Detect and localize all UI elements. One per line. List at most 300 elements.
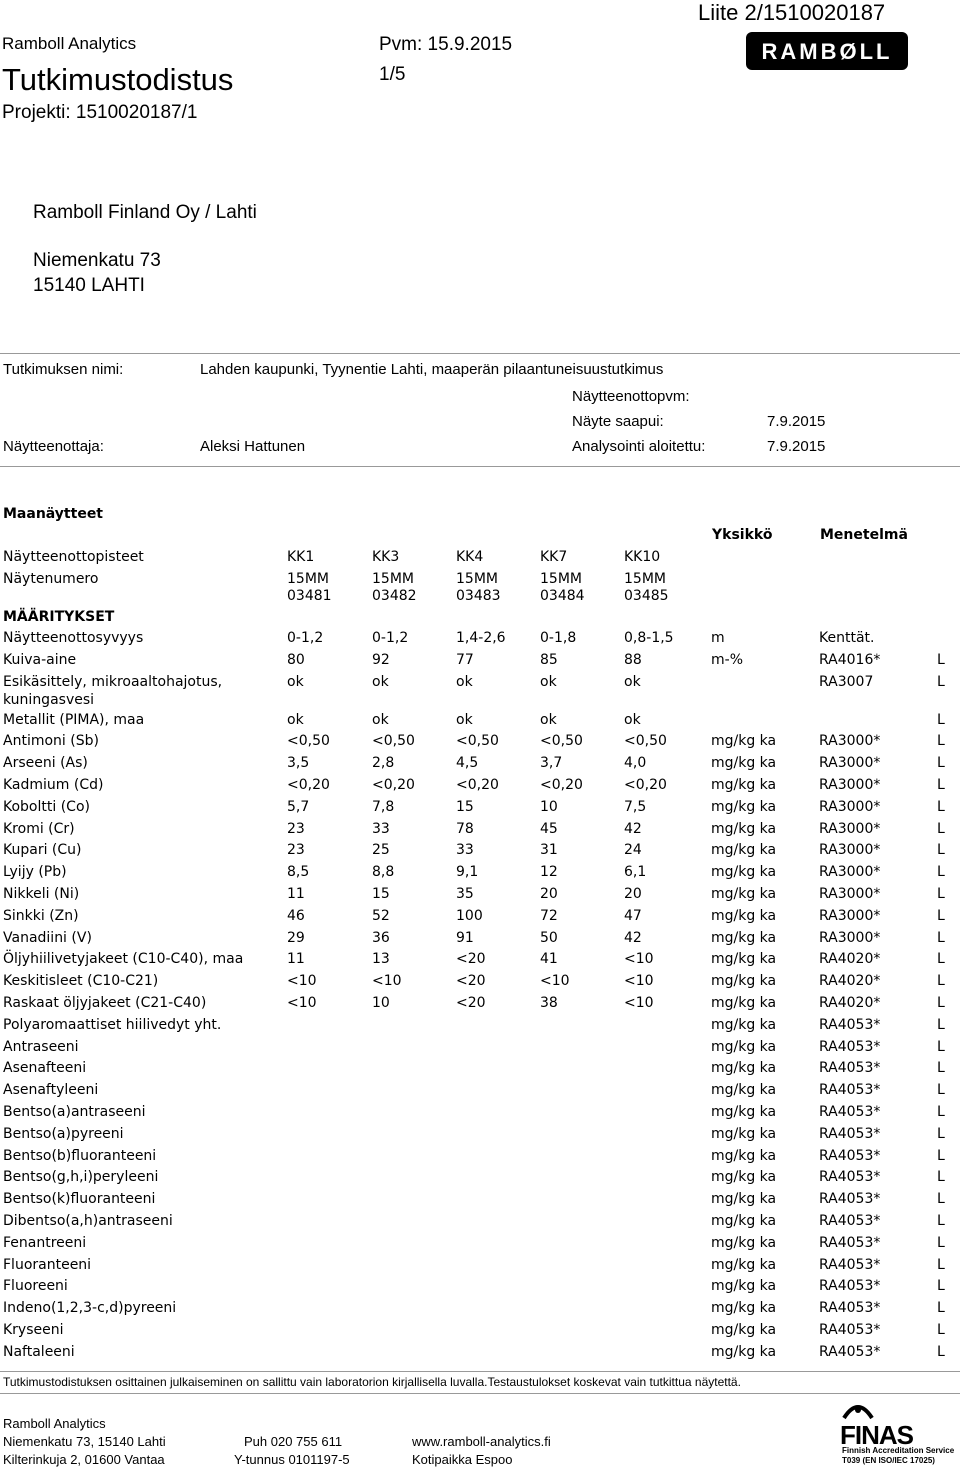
method-cell: RA4053* — [819, 1169, 881, 1186]
table-row — [0, 951, 960, 973]
cell-value: <10 — [624, 973, 654, 990]
divider — [0, 353, 960, 354]
table-row — [0, 995, 960, 1017]
unit-cell: mg/kg ka — [711, 973, 777, 990]
report-date: Pvm: 15.9.2015 — [379, 34, 513, 55]
cell-value: 33 — [372, 820, 390, 837]
accreditation-flag: L — [937, 798, 945, 815]
arrived-label: Näyte saapui: — [572, 413, 664, 430]
table-row — [0, 908, 960, 930]
row-label: Asenaftyleeni — [3, 1082, 99, 1099]
ramboll-logo-text: RAMBØLL — [761, 39, 893, 64]
point-4: KK7 — [540, 549, 568, 565]
cell-value: 100 — [456, 907, 483, 924]
method-cell: RA4053* — [819, 1256, 881, 1273]
unit-cell: mg/kg ka — [711, 777, 777, 793]
cell-value: 78 — [456, 820, 474, 837]
unit-header: Yksikkö — [712, 527, 773, 543]
cell-value: 1,4-2,6 — [456, 630, 506, 646]
method-cell: RA4053* — [819, 1147, 881, 1164]
accreditation-flag: L — [937, 820, 945, 837]
accreditation-flag: L — [937, 929, 945, 946]
cell-value: 52 — [372, 907, 390, 924]
method-cell: RA4053* — [819, 1125, 881, 1142]
cell-value: 2,8 — [372, 755, 395, 772]
cell-value: <0,20 — [287, 777, 330, 793]
cell-value: <0,50 — [540, 733, 583, 750]
accreditation-flag: L — [937, 777, 945, 793]
row-label: Bentso(a)pyreeni — [3, 1125, 124, 1142]
table-row — [0, 799, 960, 821]
cell-value: <0,50 — [456, 733, 499, 750]
cell-value: ok — [624, 711, 641, 728]
table-row — [0, 864, 960, 886]
accreditation-flag: L — [937, 1234, 945, 1251]
table-row — [0, 1300, 960, 1322]
method-cell: RA4053* — [819, 1278, 881, 1295]
accreditation-flag: L — [937, 1278, 945, 1295]
row-label: Koboltti (Co) — [3, 798, 90, 815]
sample-number-3: 15MM — [456, 571, 498, 587]
cell-value: 92 — [372, 651, 390, 668]
method-cell: RA4053* — [819, 1213, 881, 1229]
cell-value: 0-1,2 — [372, 630, 409, 646]
cell-value: 3,7 — [540, 755, 563, 772]
cell-value: 11 — [287, 951, 305, 968]
method-cell: RA4053* — [819, 1234, 881, 1251]
accreditation-flag: L — [937, 1169, 945, 1186]
table-row — [0, 1191, 960, 1213]
finas-logo — [840, 1400, 955, 1469]
point-5: KK10 — [624, 549, 661, 565]
accreditation-flag: L — [937, 711, 945, 728]
finas-subtitle: Finnish Accreditation Service — [842, 1446, 955, 1455]
method-cell: RA4053* — [819, 1191, 881, 1208]
recipient-street: Niemenkatu 73 — [33, 250, 161, 271]
method-cell: RA4020* — [819, 973, 881, 990]
cell-value: 72 — [540, 907, 558, 924]
method-cell: RA4053* — [819, 1082, 881, 1099]
accreditation-flag: L — [937, 651, 945, 668]
unit-cell: mg/kg ka — [711, 995, 777, 1011]
row-label: Nikkeli (Ni) — [3, 886, 80, 902]
sample-number-3-suffix: 03483 — [456, 588, 501, 604]
row-label: Bentso(k)fluoranteeni — [3, 1191, 156, 1208]
cell-value: 4,0 — [624, 755, 647, 772]
sample-number-2: 15MM — [372, 571, 414, 587]
cell-value: 6,1 — [624, 864, 647, 881]
footer-business-id: Y-tunnus 0101197-5 — [234, 1452, 350, 1467]
cell-value: 25 — [372, 842, 390, 859]
table-row — [0, 842, 960, 864]
accreditation-flag: L — [937, 755, 945, 772]
table-row — [0, 712, 960, 734]
number-label: Näytenumero — [3, 571, 99, 587]
accreditation-flag: L — [937, 1256, 945, 1273]
row-label: Dibentso(a,h)antraseeni — [3, 1213, 173, 1229]
method-cell: RA4053* — [819, 1343, 881, 1360]
unit-cell: mg/kg ka — [711, 1038, 777, 1055]
row-label: Polyaromaattiset hiilivedyt yht. — [3, 1016, 222, 1033]
cell-value: 15 — [456, 798, 474, 815]
unit-cell: mg/kg ka — [711, 798, 777, 815]
cell-value: 3,5 — [287, 755, 310, 772]
accreditation-flag: L — [937, 1082, 945, 1099]
cell-value: 20 — [540, 886, 558, 902]
method-cell: RA3000* — [819, 733, 881, 750]
cell-value: 47 — [624, 907, 642, 924]
method-cell: RA3000* — [819, 864, 881, 881]
finas-name: FINAS — [840, 1420, 913, 1450]
cell-value: ok — [456, 673, 473, 690]
cell-value: 91 — [456, 929, 474, 946]
cell-value: <0,20 — [540, 777, 583, 793]
row-label-continued: kuningasvesi — [3, 691, 95, 708]
unit-cell: mg/kg ka — [711, 1322, 777, 1338]
accreditation-flag: L — [937, 842, 945, 859]
table-row — [0, 1082, 960, 1104]
method-cell: RA4053* — [819, 1016, 881, 1033]
cell-value: 50 — [540, 929, 558, 946]
table-row — [0, 1126, 960, 1148]
cell-value: <0,50 — [372, 733, 415, 750]
row-label: Öljyhiilivetyjakeet (C10-C40), maa — [3, 951, 244, 968]
cell-value: ok — [540, 673, 557, 690]
accreditation-flag: L — [937, 673, 945, 690]
row-label: Vanadiini (V) — [3, 929, 92, 946]
row-label: Lyijy (Pb) — [3, 864, 67, 881]
cell-value: 42 — [624, 929, 642, 946]
unit-cell: m — [711, 630, 725, 646]
row-label: Fluoranteeni — [3, 1256, 92, 1273]
cell-value: 7,5 — [624, 798, 647, 815]
row-label: Kadmium (Cd) — [3, 777, 104, 793]
table-row — [0, 930, 960, 952]
cell-value: ok — [372, 673, 389, 690]
row-label: Kryseeni — [3, 1322, 64, 1338]
cell-value: 29 — [287, 929, 305, 946]
footer-phone: Puh 020 755 611 — [244, 1434, 343, 1449]
cell-value: 24 — [624, 842, 642, 859]
unit-cell: mg/kg ka — [711, 820, 777, 837]
cell-value: 80 — [287, 651, 305, 668]
cell-value: 10 — [540, 798, 558, 815]
unit-cell: mg/kg ka — [711, 1082, 777, 1099]
cell-value: 77 — [456, 651, 474, 668]
unit-cell: mg/kg ka — [711, 864, 777, 881]
unit-cell: mg/kg ka — [711, 1169, 777, 1186]
cell-value: ok — [287, 711, 304, 728]
cell-value: <20 — [456, 973, 486, 990]
recipient-name: Ramboll Finland Oy / Lahti — [33, 202, 257, 223]
page-number: 1/5 — [379, 64, 406, 85]
attachment-id: Liite 2/1510020187 — [698, 0, 886, 25]
cell-value: 12 — [540, 864, 558, 881]
accreditation-flag: L — [937, 973, 945, 990]
finas-code: T039 (EN ISO/IEC 17025) — [842, 1456, 935, 1465]
cell-value: 20 — [624, 886, 642, 902]
cell-value: 23 — [287, 820, 305, 837]
sample-number-2-suffix: 03482 — [372, 588, 417, 604]
accreditation-flag: L — [937, 1213, 945, 1229]
table-row — [0, 1017, 960, 1039]
accreditation-flag: L — [937, 1125, 945, 1142]
ramboll-logo — [746, 32, 908, 70]
unit-cell: mg/kg ka — [711, 886, 777, 902]
method-cell: Kenttät. — [819, 630, 875, 646]
cell-value: 42 — [624, 820, 642, 837]
row-label: Bentso(a)antraseeni — [3, 1104, 146, 1120]
sampler-label: Näytteenottaja: — [3, 438, 104, 455]
sample-number-5-suffix: 03485 — [624, 588, 669, 604]
accreditation-flag: L — [937, 1343, 945, 1360]
footer-address-1: Niemenkatu 73, 15140 Lahti — [3, 1434, 166, 1449]
cell-value: <10 — [624, 951, 654, 968]
unit-cell: mg/kg ka — [711, 842, 777, 859]
sample-number-1-suffix: 03481 — [287, 588, 332, 604]
method-cell: RA4053* — [819, 1060, 881, 1077]
accreditation-flag: L — [937, 995, 945, 1011]
point-3: KK4 — [456, 549, 484, 565]
cell-value: 15 — [372, 886, 390, 902]
cell-value: ok — [624, 673, 641, 690]
cell-value: ok — [456, 711, 473, 728]
cell-value: 46 — [287, 907, 305, 924]
unit-cell: mg/kg ka — [711, 951, 777, 968]
divider — [0, 466, 960, 467]
method-cell: RA4016* — [819, 651, 881, 668]
cell-value: <0,20 — [456, 777, 499, 793]
cell-value: ok — [287, 673, 304, 690]
cell-value: 41 — [540, 951, 558, 968]
cell-value: ok — [540, 711, 557, 728]
cell-value: 9,1 — [456, 864, 479, 881]
table-row — [0, 755, 960, 777]
table-row — [0, 777, 960, 799]
table-row — [0, 1257, 960, 1279]
unit-cell: m-% — [711, 651, 743, 668]
cell-value: <0,50 — [624, 733, 667, 750]
table-row — [0, 973, 960, 995]
cell-value: <20 — [456, 951, 486, 968]
cell-value: 8,8 — [372, 864, 395, 881]
unit-cell: mg/kg ka — [711, 1016, 777, 1033]
row-label: Keskitisleet (C10-C21) — [3, 973, 159, 990]
accreditation-flag: L — [937, 1016, 945, 1033]
cell-value: 33 — [456, 842, 474, 859]
cell-value: 23 — [287, 842, 305, 859]
cell-value: 4,5 — [456, 755, 479, 772]
row-label: Bentso(g,h,i)peryleeni — [3, 1169, 159, 1186]
footer-address-2: Kilterinkuja 2, 01600 Vantaa — [3, 1452, 165, 1467]
method-cell: RA4053* — [819, 1038, 881, 1055]
cell-value: 5,7 — [287, 798, 310, 815]
unit-cell: mg/kg ka — [711, 755, 777, 772]
unit-cell: mg/kg ka — [711, 1213, 777, 1229]
analysis-value: 7.9.2015 — [767, 438, 826, 455]
method-cell: RA3000* — [819, 777, 881, 793]
table-row — [0, 1148, 960, 1170]
cell-value: <10 — [287, 995, 317, 1011]
cell-value: ok — [372, 711, 389, 728]
publication-notice: Tutkimustodistuksen osittainen julkaiseminen on sallittu vain laboratorion kirjallisella luvalla.Testaustulokset koskevat vain tutkittua näytettä. — [3, 1375, 741, 1389]
accreditation-flag: L — [937, 951, 945, 968]
method-cell: RA3000* — [819, 755, 881, 772]
unit-cell: mg/kg ka — [711, 1125, 777, 1142]
accreditation-flag: L — [937, 1191, 945, 1208]
table-row — [0, 630, 960, 652]
row-label: Antimoni (Sb) — [3, 733, 99, 750]
row-label: Indeno(1,2,3-c,d)pyreeni — [3, 1300, 177, 1317]
cell-value: 35 — [456, 886, 474, 902]
study-label: Tutkimuksen nimi: — [3, 361, 124, 378]
unit-cell: mg/kg ka — [711, 1300, 777, 1317]
method-cell: RA3000* — [819, 886, 881, 902]
footer-company: Ramboll Analytics — [3, 1416, 106, 1431]
finas-mark-icon — [840, 1400, 876, 1422]
cell-value: 13 — [372, 951, 390, 968]
method-header: Menetelmä — [820, 527, 908, 543]
unit-cell: mg/kg ka — [711, 907, 777, 924]
table-row — [0, 733, 960, 755]
row-label: Esikäsittely, mikroaaltohajotus, — [3, 673, 223, 690]
row-label: Metallit (PIMA), maa — [3, 711, 145, 728]
table-row — [0, 1235, 960, 1257]
accreditation-flag: L — [937, 733, 945, 750]
unit-cell: mg/kg ka — [711, 1256, 777, 1273]
table-row — [0, 673, 960, 708]
row-label: Fenantreeni — [3, 1234, 87, 1251]
cell-value: 31 — [540, 842, 558, 859]
cell-value: 38 — [540, 995, 558, 1011]
unit-cell: mg/kg ka — [711, 733, 777, 750]
table-row — [0, 1039, 960, 1061]
table-row — [0, 1169, 960, 1191]
cell-value: 85 — [540, 651, 558, 668]
row-label: Näytteenottosyvyys — [3, 630, 144, 646]
row-label: Kupari (Cu) — [3, 842, 82, 859]
arrived-value: 7.9.2015 — [767, 413, 826, 430]
row-label: Fluoreeni — [3, 1278, 68, 1295]
method-cell: RA4020* — [819, 995, 881, 1011]
cell-value: 7,8 — [372, 798, 395, 815]
row-label: Bentso(b)fluoranteeni — [3, 1147, 157, 1164]
table-row — [0, 1060, 960, 1082]
unit-cell: mg/kg ka — [711, 1191, 777, 1208]
table-row — [0, 1104, 960, 1126]
method-cell: RA3000* — [819, 798, 881, 815]
accreditation-flag: L — [937, 1104, 945, 1120]
cell-value: 10 — [372, 995, 390, 1011]
table-row — [0, 821, 960, 843]
method-cell: RA3000* — [819, 929, 881, 946]
cell-value: <10 — [372, 973, 402, 990]
cell-value: <10 — [287, 973, 317, 990]
accreditation-flag: L — [937, 1322, 945, 1338]
row-label: Arseeni (As) — [3, 755, 88, 772]
sample-number-5: 15MM — [624, 571, 666, 587]
accreditation-flag: L — [937, 886, 945, 902]
method-cell: RA4053* — [819, 1104, 881, 1120]
points-label: Näytteenottopisteet — [3, 549, 144, 565]
unit-cell: mg/kg ka — [711, 929, 777, 946]
row-label: Sinkki (Zn) — [3, 907, 79, 924]
cell-value: 88 — [624, 651, 642, 668]
method-cell: RA3000* — [819, 820, 881, 837]
cell-value: <20 — [456, 995, 486, 1011]
point-2: KK3 — [372, 549, 400, 565]
cell-value: <0,20 — [372, 777, 415, 793]
table-row — [0, 1322, 960, 1344]
row-label: Kromi (Cr) — [3, 820, 75, 837]
row-label: Raskaat öljyjakeet (C21-C40) — [3, 995, 207, 1011]
row-label: Kuiva-aine — [3, 651, 77, 668]
page-title: Tutkimustodistus — [2, 62, 234, 97]
unit-cell: mg/kg ka — [711, 1278, 777, 1295]
cell-value: 0,8-1,5 — [624, 630, 674, 646]
accreditation-flag: L — [937, 907, 945, 924]
recipient-city: 15140 LAHTI — [33, 275, 145, 296]
cell-value: <0,50 — [287, 733, 330, 750]
divider — [0, 1371, 960, 1372]
divider — [0, 1393, 960, 1394]
row-label: Antraseeni — [3, 1038, 79, 1055]
method-cell: RA3000* — [819, 907, 881, 924]
table-row — [0, 1344, 960, 1366]
project-id: Projekti: 1510020187/1 — [2, 102, 198, 123]
point-1: KK1 — [287, 549, 315, 565]
cell-value: <10 — [540, 973, 570, 990]
table-row — [0, 886, 960, 908]
accreditation-flag: L — [937, 1038, 945, 1055]
table-row — [0, 652, 960, 674]
cell-value: 8,5 — [287, 864, 310, 881]
sampler-value: Aleksi Hattunen — [200, 438, 306, 455]
footer-domicile: Kotipaikka Espoo — [412, 1452, 513, 1467]
table-row — [0, 1278, 960, 1300]
unit-cell: mg/kg ka — [711, 1104, 777, 1120]
row-label: Asenafteeni — [3, 1060, 87, 1077]
cell-value: 45 — [540, 820, 558, 837]
method-cell: RA4053* — [819, 1300, 881, 1317]
footer-website[interactable]: www.ramboll-analytics.fi — [412, 1434, 551, 1449]
sample-number-4: 15MM — [540, 571, 582, 587]
method-cell: RA4020* — [819, 951, 881, 968]
unit-cell: mg/kg ka — [711, 1147, 777, 1164]
cell-value: <0,20 — [624, 777, 667, 793]
cell-value: <10 — [624, 995, 654, 1011]
company-name: Ramboll Analytics — [2, 34, 137, 53]
unit-cell: mg/kg ka — [711, 1343, 777, 1360]
accreditation-flag: L — [937, 1147, 945, 1164]
row-label: Naftaleeni — [3, 1343, 75, 1360]
sample-number-4-suffix: 03484 — [540, 588, 585, 604]
accreditation-flag: L — [937, 1060, 945, 1077]
cell-value: 0-1,2 — [287, 630, 324, 646]
unit-cell: mg/kg ka — [711, 1234, 777, 1251]
determinations-title: MÄÄRITYKSET — [3, 609, 115, 625]
unit-cell: mg/kg ka — [711, 1060, 777, 1077]
cell-value: 11 — [287, 886, 305, 902]
cell-value: 36 — [372, 929, 390, 946]
method-cell: RA4053* — [819, 1322, 881, 1338]
section-title: Maanäytteet — [3, 506, 104, 522]
study-value: Lahden kaupunki, Tyynentie Lahti, maaperän pilaantuneisuustutkimus — [200, 361, 664, 378]
analysis-label: Analysointi aloitettu: — [572, 438, 706, 455]
accreditation-flag: L — [937, 864, 945, 881]
cell-value: 0-1,8 — [540, 630, 577, 646]
sample-number-1: 15MM — [287, 571, 329, 587]
